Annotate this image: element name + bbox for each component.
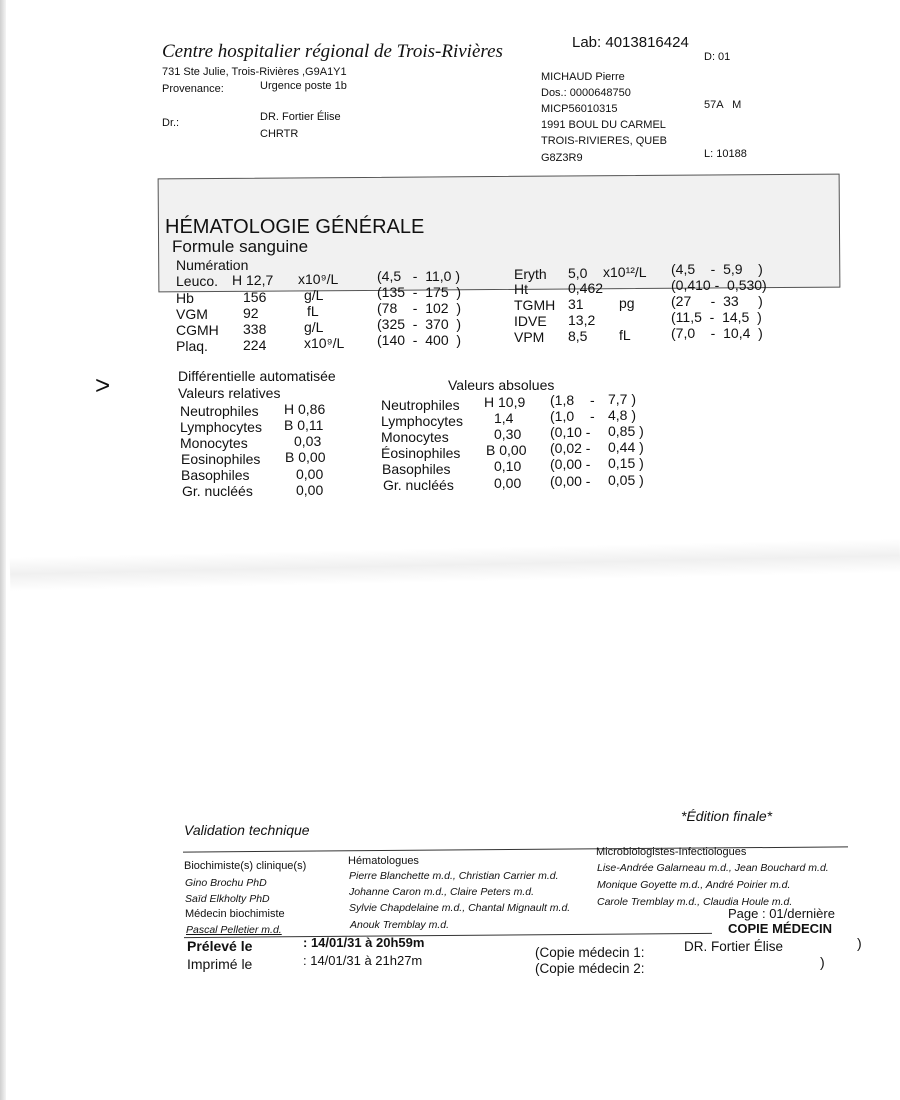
rel-name: Neutrophiles: [180, 403, 259, 419]
abs-range-high: 7,7 ): [608, 391, 637, 407]
row-unit: x10⁹/L: [298, 271, 339, 287]
doctor-label: Dr.:: [162, 117, 180, 129]
row-range: (325 - 370 ): [377, 316, 462, 332]
row-unit: x10¹²/L: [603, 264, 647, 280]
relative-title: Valeurs relatives: [178, 385, 281, 401]
abs-range-low: (0,00 -: [550, 473, 591, 489]
micro-heading: Microbiologistes-Infectiologues: [596, 846, 747, 858]
row-name: Hb: [176, 290, 194, 306]
row-range: (78 - 102 ): [377, 300, 462, 316]
rel-value: B 0,11: [284, 417, 324, 433]
abs-range-high: 0,44 ): [608, 439, 644, 455]
rel-name: Lymphocytes: [180, 419, 262, 435]
abs-range-low: (0,02 -: [550, 440, 591, 456]
hemato-names: Sylvie Chapdelaine m.d., Chantal Mignault m.d.: [349, 902, 571, 914]
validation-label: Validation technique: [184, 822, 310, 838]
rel-value: B 0,00: [285, 449, 326, 465]
row-value: H 12,7: [232, 272, 274, 288]
rel-value: 0,00: [296, 466, 324, 482]
abs-name: Monocytes: [381, 429, 449, 445]
row-value: 13,2: [568, 312, 596, 328]
med-biochem-name: Pascal Pelletier m.d.: [186, 924, 282, 936]
row-unit: fL: [619, 327, 631, 343]
abs-name: Lymphocytes: [381, 413, 463, 429]
abs-range-low: (1,0: [550, 408, 575, 424]
abs-name: Gr. nucléés: [383, 477, 454, 493]
provenance-label: Provenance:: [162, 83, 224, 95]
abs-name: Éosinophiles: [381, 445, 461, 461]
abs-range-dash: -: [590, 392, 595, 408]
rel-value: 0,03: [294, 433, 322, 449]
abs-value: H 10,9: [484, 394, 526, 410]
hemato-names: Anouk Tremblay m.d.: [350, 919, 450, 931]
row-value: 31: [568, 296, 584, 312]
abs-range-high: 0,05 ): [608, 472, 644, 488]
abs-range-low: (0,00 -: [550, 456, 591, 472]
section-subtitle: Formule sanguine: [172, 237, 309, 256]
section-title: HÉMATOLOGIE GÉNÉRALE: [165, 216, 425, 238]
abs-range-high: 0,85 ): [608, 423, 644, 439]
l-code: L: 10188: [704, 148, 747, 160]
imprime-value: : 14/01/31 à 21h27m: [303, 953, 423, 968]
abs-name: Basophiles: [382, 461, 451, 477]
rel-value: 0,00: [296, 482, 324, 498]
rel-name: Monocytes: [180, 435, 248, 451]
doctor-org: CHRTR: [260, 128, 299, 140]
row-name: VPM: [514, 329, 545, 345]
abs-value: 0,30: [494, 426, 522, 442]
biochem-heading: Biochimiste(s) clinique(s): [184, 860, 307, 872]
hospital-name: Centre hospitalier régional de Trois-Rivières: [162, 41, 503, 62]
scan-edge: [0, 0, 6, 1100]
row-range: (4,5 - 5,9 ): [671, 261, 763, 277]
row-range: (11,5 - 14,5 ): [671, 309, 762, 325]
med-biochem-heading: Médecin biochimiste: [185, 908, 285, 920]
abs-value: 0,00: [494, 475, 522, 491]
scan-shadow: [10, 539, 900, 592]
row-name: VGM: [176, 306, 208, 322]
patient-name: MICHAUD Pierre: [541, 71, 625, 83]
ramq-number: MICP56010315: [541, 103, 618, 115]
edition-label: *Édition finale*: [681, 808, 773, 824]
rel-name: Basophiles: [181, 467, 250, 483]
patient-city: TROIS-RIVIERES, QUEB: [541, 135, 667, 147]
row-unit: x10⁹/L: [304, 335, 345, 351]
differential-title: Différentielle automatisée: [178, 368, 336, 384]
row-unit: g/L: [304, 287, 324, 303]
abs-range-high: 4,8 ): [608, 407, 637, 423]
copie2-label: (Copie médecin 2:: [535, 961, 645, 976]
row-unit: pg: [619, 295, 635, 311]
row-range: (135 - 175 ): [377, 284, 462, 300]
copy-type: COPIE MÉDECIN: [728, 921, 833, 936]
abs-value: 0,10: [494, 458, 522, 474]
copie1-value: DR. Fortier Élise: [684, 939, 784, 954]
row-value: 5,0: [568, 265, 588, 281]
abs-value: 1,4: [494, 410, 514, 426]
row-value: 92: [243, 305, 259, 321]
row-name: TGMH: [514, 297, 556, 313]
row-value: 0,462: [568, 280, 604, 296]
row-range: (27 - 33 ): [671, 293, 763, 309]
age-sex: 57A M: [704, 99, 742, 111]
numeration-label: Numération: [176, 257, 249, 273]
row-name: CGMH: [176, 322, 219, 338]
row-value: 8,5: [568, 328, 588, 344]
abs-range-high: 0,15 ): [608, 455, 644, 471]
row-name: IDVE: [514, 313, 547, 329]
absolute-title: Valeurs absolues: [448, 377, 555, 393]
preleve-value: : 14/01/31 à 20h59m: [303, 935, 425, 950]
page-number: Page : 01/dernière: [728, 906, 835, 921]
margin-mark: >: [95, 370, 111, 400]
imprime-label: Imprimé le: [187, 956, 253, 972]
row-range: (7,0 - 10,4 ): [671, 325, 763, 341]
row-name: Plaq.: [176, 338, 208, 354]
row-name: Ht: [514, 281, 528, 297]
row-name: Leuco.: [176, 273, 219, 289]
micro-names: Carole Tremblay m.d., Claudia Houle m.d.: [597, 896, 793, 908]
row-range: (4,5 - 11,0 ): [377, 268, 460, 284]
row-name: Eryth: [514, 266, 547, 282]
hemato-names: Pierre Blanchette m.d., Christian Carrier m.d.: [349, 870, 559, 882]
rel-value: H 0,86: [284, 401, 326, 417]
row-unit: fL: [307, 303, 319, 319]
patient-postal: G8Z3R9: [541, 152, 583, 164]
row-range: (140 - 400 ): [377, 332, 462, 348]
rel-name: Gr. nucléés: [182, 483, 253, 499]
d-code: D: 01: [704, 51, 731, 63]
biochem-name: Saïd Elkholty PhD: [185, 893, 270, 905]
biochem-name: Gino Brochu PhD: [185, 877, 267, 889]
row-range: (0,410 - 0,530): [671, 277, 767, 293]
micro-names: Lise-Andrée Galarneau m.d., Jean Bouchard m.d.: [597, 862, 829, 874]
row-value: 338: [243, 321, 267, 337]
hemato-names: Johanne Caron m.d., Claire Peters m.d.: [349, 886, 535, 898]
abs-value: B 0,00: [486, 442, 527, 458]
footer-divider-top: [183, 846, 848, 852]
copie1-label: (Copie médecin 1:: [535, 945, 645, 960]
abs-range-low: (1,8: [550, 392, 575, 408]
hemato-heading: Hématologues: [348, 855, 419, 867]
rel-name: Eosinophiles: [181, 451, 261, 467]
abs-name: Neutrophiles: [381, 397, 460, 413]
lab-number: Lab: 4013816424: [572, 34, 689, 51]
dossier-number: Dos.: 0000648750: [541, 87, 631, 99]
row-unit: g/L: [304, 319, 324, 335]
abs-range-low: (0,10 -: [550, 424, 591, 440]
provenance-value: Urgence poste 1b: [260, 80, 347, 92]
preleve-label: Prélevé le: [187, 938, 253, 954]
row-value: 224: [243, 337, 267, 353]
abs-range-dash: -: [590, 408, 595, 424]
patient-street: 1991 BOUL DU CARMEL: [541, 119, 666, 131]
hospital-address: 731 Ste Julie, Trois-Rivières ,G9A1Y1: [162, 66, 347, 78]
doctor-name: DR. Fortier Élise: [260, 111, 341, 123]
copie1-close: ): [857, 935, 862, 951]
row-value: 156: [243, 289, 267, 305]
copie2-close: ): [820, 954, 825, 970]
micro-names: Monique Goyette m.d., André Poirier m.d.: [597, 879, 791, 891]
